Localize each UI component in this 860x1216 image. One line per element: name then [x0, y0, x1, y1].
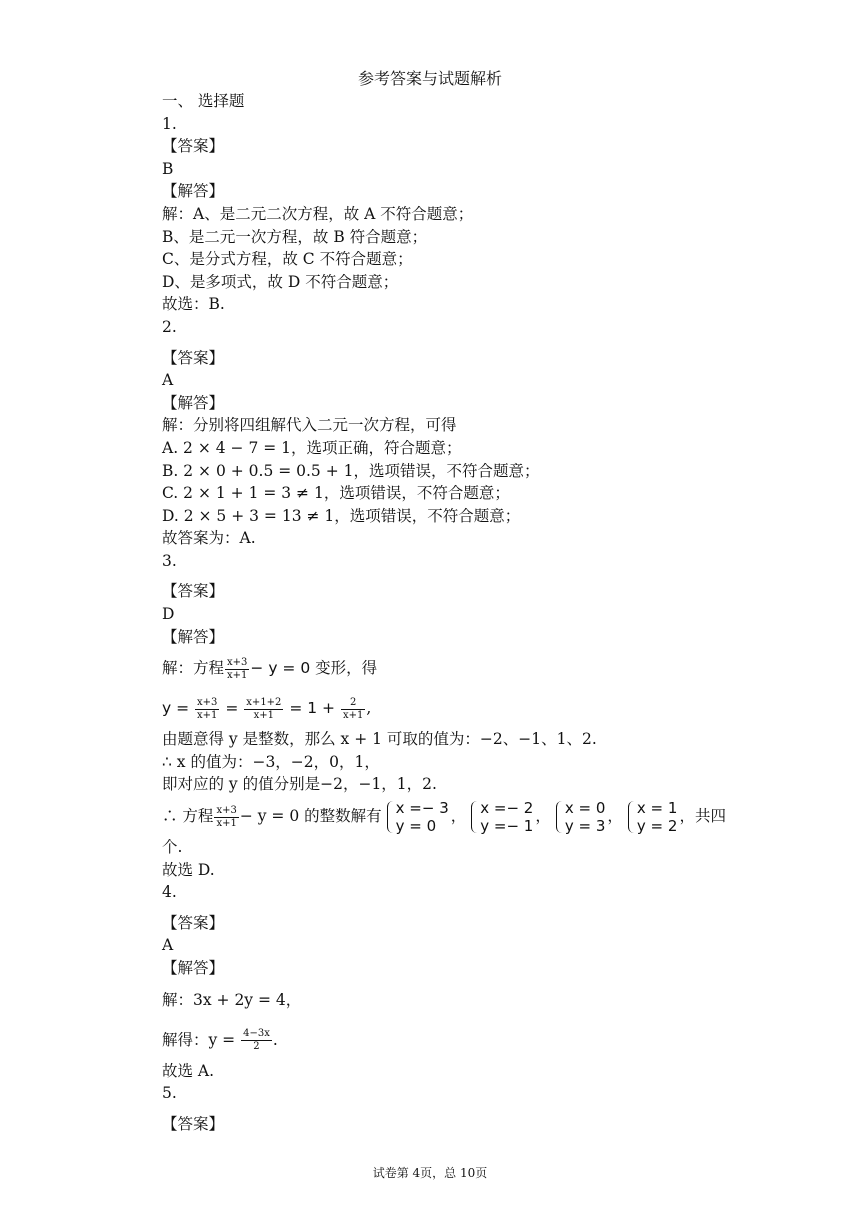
- equation-system: [384, 799, 449, 835]
- question-number: 1.: [162, 114, 177, 133]
- solution-line: C. 2 × 1 + 1 = 3 ≠ 1，选项错误，不符合题意；: [162, 484, 510, 503]
- solution-line: 个.: [162, 838, 183, 857]
- answer-label: 【答案】: [162, 913, 225, 932]
- solution-label: 【解答】: [162, 182, 225, 201]
- solution-label: 【解答】: [162, 627, 225, 646]
- equation: y =− 1: [480, 817, 534, 836]
- solution-line: 由题意得 y 是整数，那么 x + 1 可取的值为：−2、−1、1、2.: [162, 730, 597, 749]
- answer-label: 【答案】: [162, 1114, 225, 1133]
- fraction: [225, 657, 249, 682]
- section-heading: 一、 选择题: [162, 92, 245, 110]
- text: .: [272, 1030, 278, 1049]
- text: ，: [679, 807, 695, 826]
- solution-line: [162, 648, 762, 688]
- solution-line: 故选：B.: [162, 295, 225, 314]
- solution-line: 故选 D.: [162, 860, 215, 879]
- solution-label: 【解答】: [162, 393, 225, 412]
- solution-line: D. 2 × 5 + 3 = 13 ≠ 1，选项错误，不符合题意；: [162, 506, 521, 525]
- solution-label: 【解答】: [162, 959, 225, 977]
- answer-value: A: [162, 371, 174, 390]
- equation-system: [553, 799, 606, 835]
- numerator: 4−3x: [243, 1028, 270, 1040]
- numerator: 2: [341, 697, 365, 710]
- text: ，: [607, 807, 623, 826]
- page-footer: 试卷第 4页，总 10页: [372, 1166, 488, 1180]
- solution-line: 解：3x + 2y = 4，: [162, 990, 302, 1009]
- numerator: x+3: [227, 656, 248, 668]
- text: = 1 +: [289, 699, 336, 718]
- text: ∴ 方程: [162, 807, 214, 826]
- numerator: x+3: [197, 696, 218, 708]
- fraction: [244, 697, 283, 722]
- equation: x =− 3: [395, 799, 449, 818]
- solution-line: A. 2 × 4 − 7 = 1，选项正确，符合题意；: [162, 438, 462, 457]
- solution-line: D、是多项式，故 D 不符合题意；: [162, 272, 399, 291]
- equation: y = 2: [636, 817, 678, 836]
- equation-system: [468, 799, 533, 835]
- solution-line: C、是分式方程，故 C 不符合题意；: [162, 250, 413, 269]
- equation-system: [625, 799, 678, 835]
- fraction: [195, 697, 219, 722]
- answer-label: 【答案】: [162, 137, 225, 156]
- solution-line: [162, 688, 762, 728]
- text: 解：方程: [162, 659, 225, 678]
- solution-line: [162, 1020, 762, 1060]
- solution-line: 即对应的 y 的值分别是−2，−1，1，2.: [162, 775, 437, 794]
- fraction: [241, 1028, 272, 1053]
- fraction: [214, 805, 238, 830]
- answer-value: A: [162, 936, 174, 955]
- equation: x = 1: [636, 799, 678, 818]
- numerator: x+1+2: [246, 696, 282, 708]
- text: ,: [366, 699, 372, 718]
- equation: y = 3: [564, 817, 606, 836]
- numerator: x+3: [216, 804, 237, 816]
- answer-label: 【答案】: [162, 582, 225, 601]
- equation: x = 0: [564, 799, 606, 818]
- text: 解得：y =: [162, 1030, 236, 1049]
- fraction: [341, 697, 365, 722]
- question-number: 4.: [162, 883, 177, 902]
- solution-line: ∴ x 的值为：−3，−2，0，1，: [162, 752, 380, 771]
- answer-content: [162, 90, 762, 1135]
- solution-line: B. 2 × 0 + 0.5 = 0.5 + 1，选项错误，不符合题意；: [162, 461, 540, 480]
- denominator: x+1: [227, 669, 248, 681]
- page-title: 参考答案与试题解析: [357, 69, 502, 88]
- text: − y = 0 变形，得: [250, 659, 378, 678]
- answer-value: D: [162, 605, 175, 624]
- equation: y = 0: [395, 817, 437, 836]
- denominator: 2: [253, 1041, 260, 1053]
- question-number: 2.: [162, 317, 177, 336]
- question-number: 3.: [162, 551, 177, 570]
- answer-value: B: [162, 159, 174, 178]
- answer-label: 【答案】: [162, 348, 225, 367]
- question-number: 5.: [162, 1084, 177, 1103]
- text: 共四: [694, 807, 726, 826]
- text: ，: [450, 807, 467, 826]
- denominator: x+1: [253, 709, 275, 721]
- text: − y = 0 的整数解有: [239, 807, 382, 826]
- denominator: x+1: [216, 817, 237, 829]
- solution-line: B、是二元一次方程，故 B 符合题意；: [162, 227, 428, 246]
- denominator: x+1: [343, 709, 364, 721]
- solution-line: 解：A、是二元二次方程，故 A 不符合题意；: [162, 204, 474, 223]
- text: y =: [162, 699, 190, 718]
- solution-line: 故选 A.: [162, 1061, 215, 1080]
- text: =: [225, 699, 239, 718]
- solution-line: 解：分别将四组解代入二元一次方程，可得: [162, 416, 457, 435]
- denominator: x+1: [197, 709, 218, 721]
- text: ，: [535, 807, 551, 826]
- solution-line: [162, 796, 762, 836]
- equation: x =− 2: [480, 799, 534, 818]
- solution-line: 故答案为：A.: [162, 529, 256, 548]
